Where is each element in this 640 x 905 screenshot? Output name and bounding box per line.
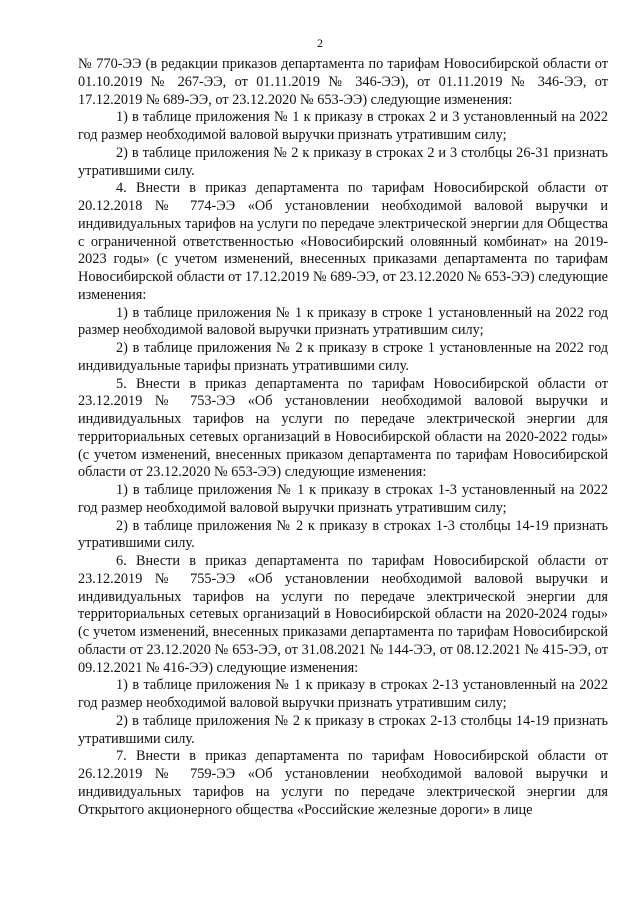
paragraph: 7. Внести в приказ департамента по тарифам Новосибирской области от 26.12.2019 № 759-ЭЭ «Об установлении необходимой валовой выручки и индивидуальных тарифов на услуги по передаче электрической энергии для Открытого акционерного общества «Российские железные дороги» в лице	[78, 748, 608, 818]
paragraph: 5. Внести в приказ департамента по тарифам Новосибирской области от 23.12.2019 № 753-ЭЭ «Об установлении необходимой валовой выручки и индивидуальных тарифов на услуги по передаче электрической энергии для территориальных сетевых организаций в Новосибирской области на 2020-2022 годы» (с учетом изменений, внесенных приказом департамента по тарифам Новосибирской области от 23.12.2020 № 653-ЭЭ) следующие изменения:	[78, 375, 608, 481]
paragraph: 2) в таблице приложения № 2 к приказу в строках 1-3 столбцы 14-19 признать утратившими силу.	[78, 517, 608, 552]
paragraph: 2) в таблице приложения № 2 к приказу в строках 2-13 столбцы 14-19 признать утратившими силу.	[78, 712, 608, 747]
page-number: 2	[317, 36, 323, 50]
paragraph: 2) в таблице приложения № 2 к приказу в строках 2 и 3 столбцы 26-31 признать утратившими силу.	[78, 144, 608, 179]
paragraph: 6. Внести в приказ департамента по тарифам Новосибирской области от 23.12.2019 № 755-ЭЭ «Об установлении необходимой валовой выручки и индивидуальных тарифов на услуги по передаче электрической энергии для территориальных сетевых организаций в Новосибирской области на 2020-2024 годы» (с учетом изменений, внесенных приказами департамента по тарифам Новосибирской области от 23.12.2020 № 653-ЭЭ, от 31.08.2021 № 144-ЭЭ, от 08.12.2021 № 415-ЭЭ, от 09.12.2021 № 416-ЭЭ) следующие изменения:	[78, 553, 608, 676]
paragraph: 1) в таблице приложения № 1 к приказу в строках 2-13 установленный на 2022 год размер необходимой валовой выручки признать утратившим силу;	[78, 677, 608, 711]
paragraph: 4. Внести в приказ департамента по тарифам Новосибирской области от 20.12.2018 № 774-ЭЭ «Об установлении необходимой валовой выручки и индивидуальных тарифов на услуги по передаче электрической энергии для Общества с ограниченной ответственностью «Новосибирский оловянный комбинат» на 2019-2023 годы» (с учетом изменений, внесенных приказами департамента по тарифам Новосибирской области от 17.12.2019 № 689-ЭЭ, от 23.12.2020 № 653-ЭЭ) следующие изменения:	[78, 180, 608, 303]
paragraph: 2) в таблице приложения № 2 к приказу в строке 1 установленные на 2022 год индивидуальные тарифы признать утратившими силу.	[78, 340, 608, 374]
document-body	[78, 56, 608, 819]
paragraph: 1) в таблице приложения № 1 к приказу в строках 2 и 3 установленный на 2022 год размер необходимой валовой выручки признать утратившим силу;	[78, 109, 608, 143]
paragraph: 1) в таблице приложения № 1 к приказу в строках 1-3 установленный на 2022 год размер необходимой валовой выручки признать утратившим силу;	[78, 482, 608, 516]
paragraph: 1) в таблице приложения № 1 к приказу в строке 1 установленный на 2022 год размер необходимой валовой выручки признать утратившим силу;	[78, 304, 608, 339]
paragraph: № 770-ЭЭ (в редакции приказов департамента по тарифам Новосибирской области от 01.10.2019 № 267-ЭЭ, от 01.11.2019 № 346-ЭЭ), от 01.11.2019 № 346-ЭЭ, от 17.12.2019 № 689-ЭЭ, от 23.12.2020 № 653-ЭЭ) следующие изменения:	[78, 56, 608, 108]
